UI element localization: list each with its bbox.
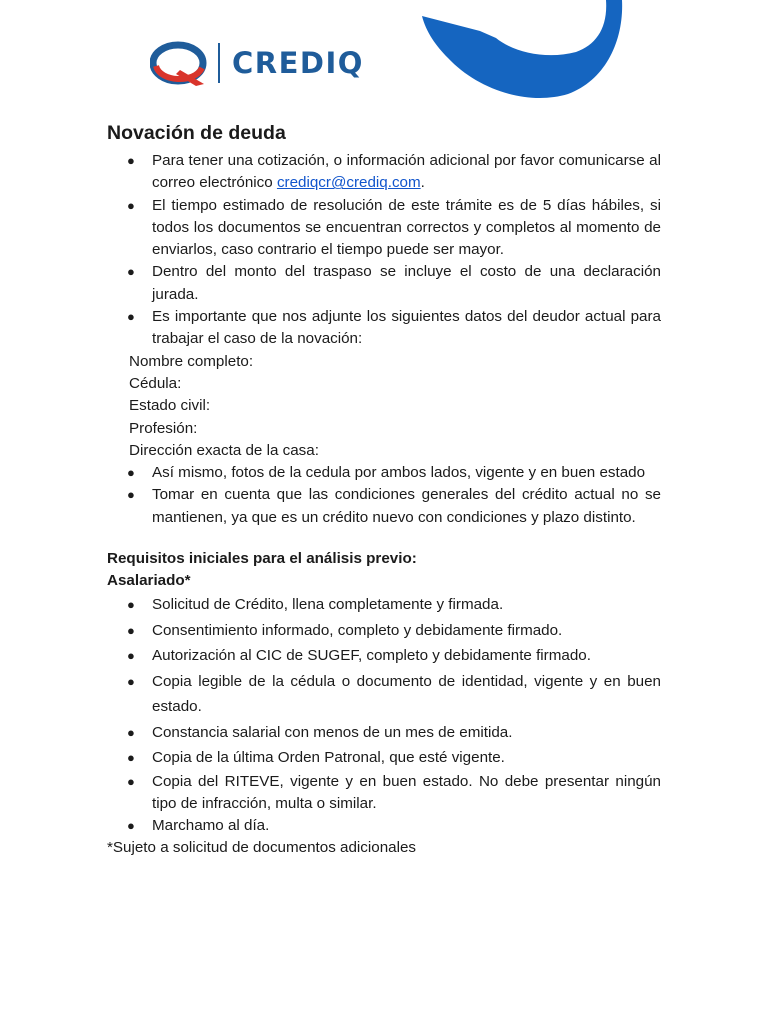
bullet-icon: ●	[127, 648, 135, 664]
list-item-text: Dentro del monto del traspaso se incluye el costo de una declaración jurada.	[152, 263, 661, 303]
field-label: Profesión:	[129, 419, 198, 437]
list-item	[107, 815, 661, 837]
bullet-icon: ●	[127, 487, 135, 503]
bullet-icon: ●	[127, 309, 135, 325]
requirements-heading: Requisitos iniciales para el análisis previo:	[107, 550, 417, 568]
list-item-text: Es importante que nos adjunte los siguientes datos del deudor actual para trabajar el caso de la novación:	[152, 308, 661, 348]
list-item	[107, 643, 661, 669]
contact-text: Para tener una cotización, o información adicional por favor comunicarse al correo electrónico	[152, 152, 661, 192]
list-item	[107, 306, 661, 351]
footnote: *Sujeto a solicitud de documentos adicionales	[107, 838, 417, 856]
bullet-icon: ●	[127, 750, 135, 766]
list-item-text: Marchamo al día.	[152, 816, 270, 834]
bullet-icon: ●	[127, 773, 135, 789]
list-item	[107, 618, 661, 644]
bullet-icon: ●	[127, 622, 135, 638]
spacer	[107, 529, 661, 548]
list-item-text: Copia del RITEVE, vigente y en buen estado. No debe presentar ningún tipo de infracción, multa o similar.	[152, 772, 661, 812]
list-item	[107, 484, 661, 529]
bullet-icon: ●	[127, 465, 135, 481]
list-item	[107, 261, 661, 306]
brand-name: CREDIQ	[232, 46, 364, 80]
debtor-fields	[107, 351, 661, 462]
bullet-icon: ●	[127, 597, 135, 613]
field-label: Nombre completo:	[129, 352, 254, 370]
bullet-icon: ●	[127, 153, 135, 168]
list-item	[107, 669, 661, 720]
document-body	[107, 120, 661, 859]
extra-bullet-list	[107, 462, 661, 529]
decorative-arc-shape	[418, 0, 624, 100]
page-title: Novación de deuda	[107, 122, 286, 144]
bullet-icon: ●	[127, 673, 135, 689]
list-item	[107, 771, 661, 815]
list-item-text: Autorización al CIC de SUGEF, completo y debidamente firmado.	[152, 647, 591, 665]
intro-bullet-list	[107, 150, 661, 351]
field-label: Estado civil:	[129, 397, 211, 415]
bullet-icon: ●	[127, 724, 135, 740]
bullet-icon: ●	[127, 264, 135, 280]
field-label: Dirección exacta de la casa:	[129, 441, 319, 459]
list-item-text: Copia legible de la cédula o documento de identidad, vigente y en buen estado.	[152, 672, 661, 716]
contact-text-end: .	[420, 174, 425, 192]
list-item-text: Copia de la última Orden Patronal, que esté vigente.	[152, 749, 505, 767]
logo-separator	[218, 43, 220, 83]
list-item	[107, 592, 661, 618]
bullet-icon: ●	[127, 197, 135, 213]
requirements-list	[107, 592, 661, 837]
list-item	[107, 195, 661, 262]
list-item	[107, 462, 661, 484]
list-item-text: Así mismo, fotos de la cedula por ambos lados, vigente y en buen estado	[152, 464, 646, 482]
list-item	[107, 745, 661, 771]
crediq-q-logo-icon	[150, 40, 208, 86]
bullet-icon: ●	[127, 817, 135, 833]
field-label: Cédula:	[129, 374, 182, 392]
list-item	[107, 150, 661, 195]
salaried-heading: Asalariado*	[107, 572, 191, 590]
list-item	[107, 720, 661, 746]
list-item-text: Consentimiento informado, completo y debidamente firmado.	[152, 621, 563, 639]
crediq-logo	[150, 38, 364, 88]
list-item-text: El tiempo estimado de resolución de este trámite es de 5 días hábiles, si todos los documentos se encuentran correctos y completos al momento de enviarlos, caso contrario el tiempo puede ser mayor.	[152, 196, 661, 259]
list-item-text: Tomar en cuenta que las condiciones generales del crédito actual no se mantienen, ya que es un crédito nuevo con condiciones y plazo distinto.	[152, 486, 661, 526]
list-item-text: Solicitud de Crédito, llena completamente y firmada.	[152, 596, 504, 614]
list-item-text: Constancia salarial con menos de un mes de emitida.	[152, 723, 513, 741]
email-link[interactable]: crediqcr@crediq.com	[276, 174, 421, 192]
